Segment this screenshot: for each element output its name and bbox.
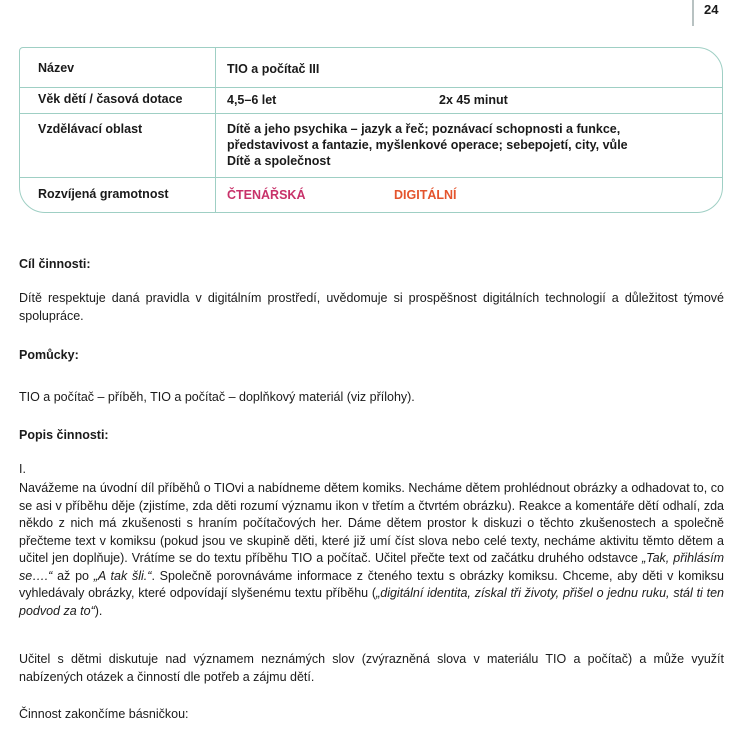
table-row-age: [20, 87, 722, 114]
literacy-reading: ČTENÁŘSKÁ: [227, 188, 306, 202]
description-numeral: I.: [19, 462, 26, 476]
quote-end: „A tak šli.“: [93, 568, 152, 583]
table-row-area: [20, 113, 722, 178]
area-line-3: Dítě a společnost: [227, 154, 331, 168]
description-text: Navážeme na úvodní díl příběhů o TIOvi a nabídneme dětem komiks. Necháme dětem prohlédnout obrázky a odhadovat to, co se asi v příběhu děje (zjistíme, zda děti rozumí významu ikon v třetím a čtvrtém obrázku). Reakce a komentáře dětí odhalí, zda někdo z nich má zkušenosti s hraním počítačových her. Dáme dětem prostor k diskuzi o těchto zkušenostech a společně přečteme text v komiksu (pokud jsou ve skupině děti, které již umí číst slova nebo celé texty, necháme aktivitu těmto dětem a učitel jen doplňuje). Vrátíme se do textu příběhu TIO a počítač. Učitel přečte text od začátku druhého odstavce: [19, 481, 724, 565]
quote-keywords: „digitální identita, získal tři životy, přišel o jednu ruku, stál ti ten podvod za to“: [19, 586, 724, 618]
page-number: 24: [704, 2, 719, 17]
description-paragraph-1: [19, 480, 724, 620]
area-line-2: představivost a fantazie, myšlenkové operace; sebepojetí, city, vůle: [227, 138, 628, 152]
column-divider: [215, 48, 216, 87]
description-text: ).: [94, 603, 103, 618]
row-value-area: [227, 121, 628, 169]
row-label: Název: [38, 61, 75, 75]
literacy-digital: DIGITÁLNÍ: [394, 188, 457, 202]
description-paragraph-2: Učitel s dětmi diskutuje nad významem neznámých slov (zvýrazněná slova v materiálu TIO a počítač) a může využít nabízených otázek a činností dle potřeb a zájmu dětí.: [19, 652, 724, 684]
table-row-literacy: [20, 177, 722, 212]
column-divider: [215, 87, 216, 113]
row-label: Rozvíjená gramotnost: [38, 187, 169, 201]
column-divider: [215, 113, 216, 177]
area-line-1: Dítě a jeho psychika – jazyk a řeč; poznávací schopnosti a funkce,: [227, 122, 621, 136]
tools-heading: Pomůcky:: [19, 348, 79, 362]
description-text: až po: [52, 568, 94, 583]
info-table: [19, 47, 723, 213]
goal-heading: Cíl činnosti:: [19, 257, 91, 271]
row-value-duration: 2x 45 minut: [439, 93, 508, 107]
description-heading: Popis činnosti:: [19, 428, 109, 442]
page-number-divider: [692, 0, 694, 26]
column-divider: [215, 177, 216, 212]
description-paragraph-3: Činnost zakončíme básničkou:: [19, 707, 189, 721]
row-label: Věk dětí / časová dotace: [38, 92, 183, 106]
description-text: . Společně porovnáváme informace z čteného textu s obrázky komiksu. Chceme, aby děti v komiksu vyhledávaly obrázky, které odpovídají slyšenému textu příběhu (: [19, 568, 724, 600]
row-value: TIO a počítač III: [227, 62, 320, 76]
goal-text: Dítě respektuje daná pravidla v digitálním prostředí, uvědomuje si prospěšnost digitálních technologií a důležitost týmové spolupráce.: [19, 291, 724, 323]
tools-text: TIO a počítač – příběh, TIO a počítač – doplňkový materiál (viz přílohy).: [19, 390, 415, 404]
table-row-name: [20, 48, 722, 88]
row-label: Vzdělávací oblast: [38, 122, 143, 136]
quote-start: „Tak, přihlásím se….“: [19, 551, 724, 583]
row-value-age: 4,5–6 let: [227, 93, 277, 107]
